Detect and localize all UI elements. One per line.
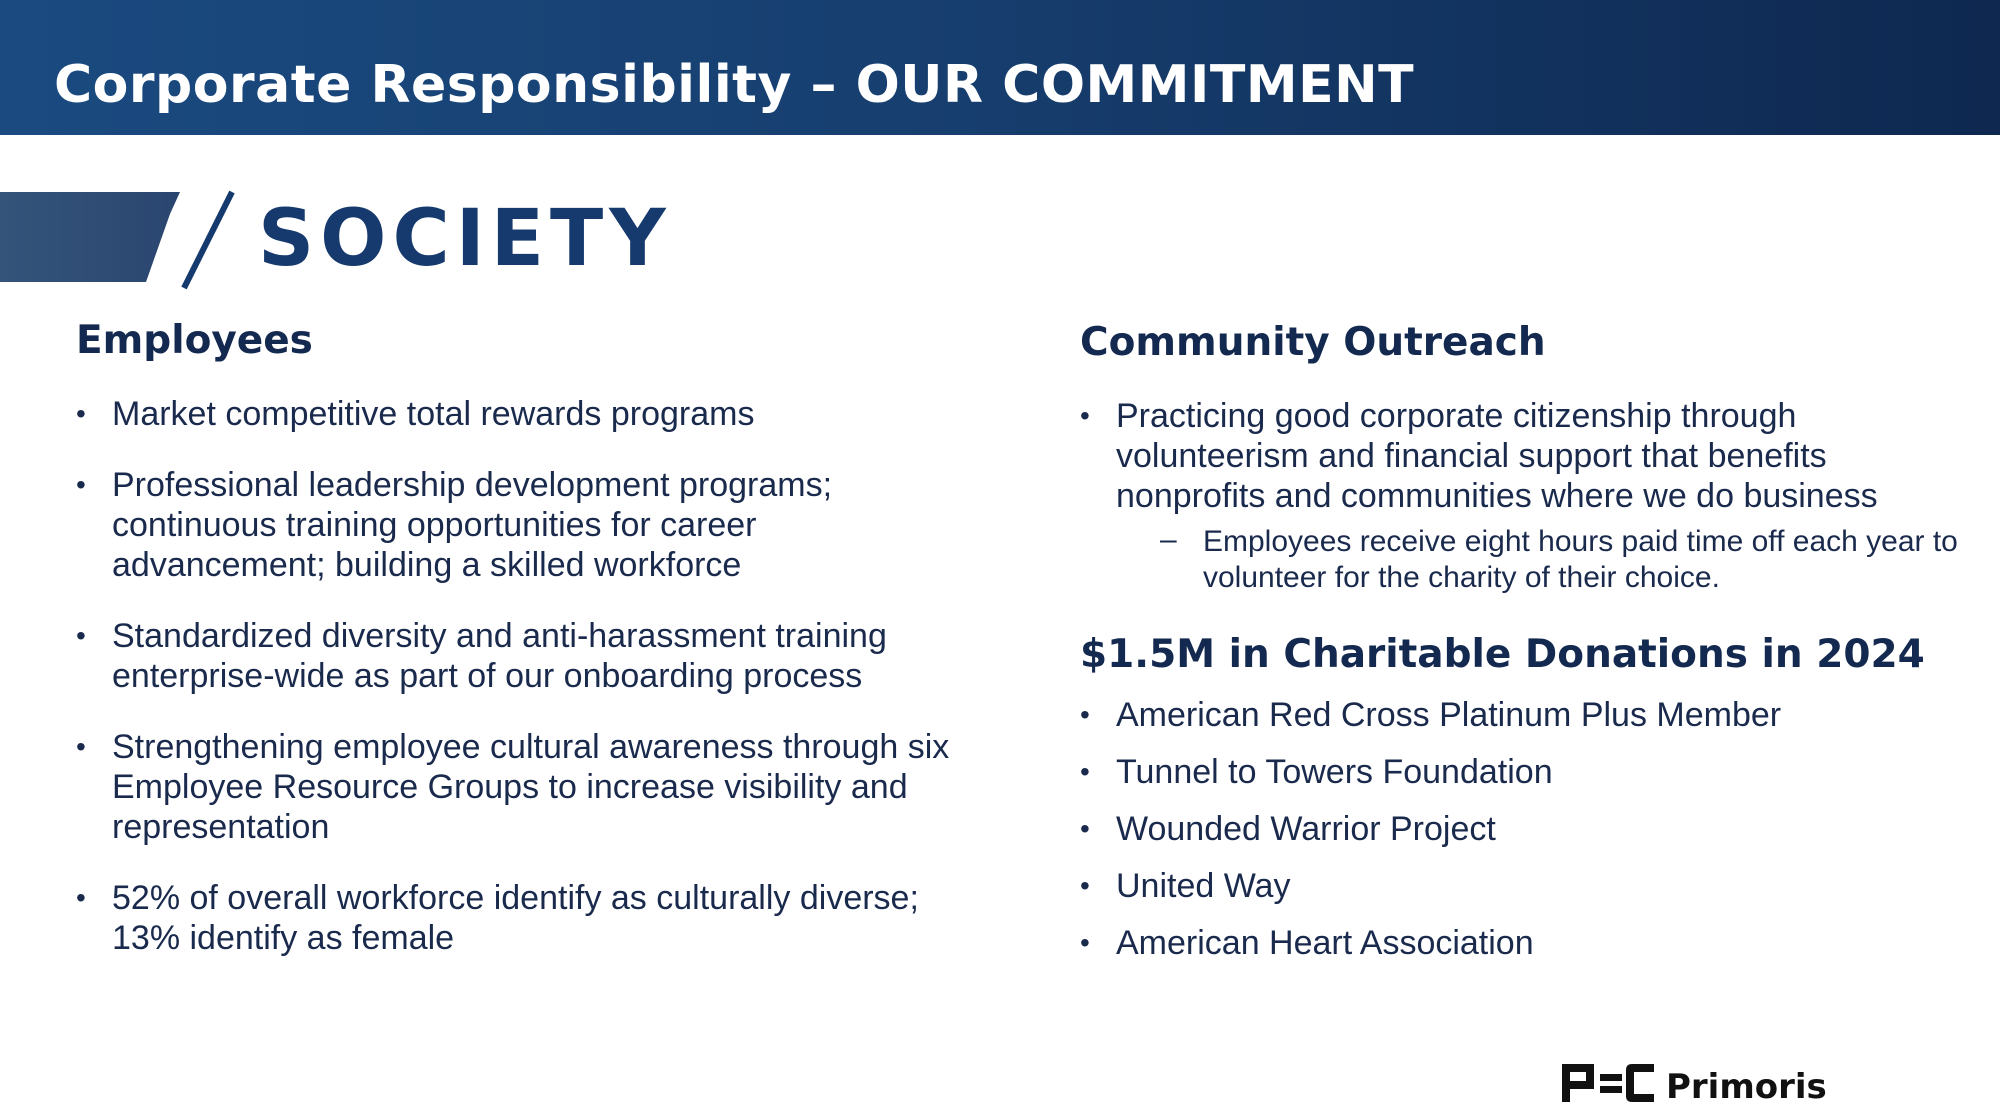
employees-heading: Employees	[76, 318, 313, 363]
bullet-icon: •	[1080, 699, 1090, 730]
list-item: • Strengthening employee cultural awareness through six Employee Resource Groups to increase visibility and representation	[76, 728, 950, 846]
bullet-icon: •	[76, 620, 86, 651]
community-sub-item: – Employees receive eight hours paid time off each year to volunteer for the charity of their choice.	[1160, 523, 1958, 594]
employees-column	[76, 318, 956, 958]
bullet-icon: •	[76, 882, 86, 913]
bullet-icon: •	[1080, 400, 1090, 431]
list-item: • Practicing good corporate citizenship through volunteerism and financial support that benefits nonprofits and communities where we do business	[1080, 397, 1878, 515]
list-item: • 52% of overall workforce identify as culturally diverse; 13% identify as female	[76, 879, 919, 957]
list-item: • Wounded Warrior Project	[1080, 810, 1496, 848]
community-column	[1080, 318, 1960, 963]
dash-icon: –	[1160, 523, 1177, 556]
bullet-icon: •	[76, 731, 86, 762]
list-item: • Market competitive total rewards programs	[76, 395, 755, 433]
list-item: • Standardized diversity and anti-harassment training enterprise-wide as part of our onboarding process	[76, 617, 887, 695]
community-heading: Community Outreach	[1080, 320, 1546, 365]
list-item: • Tunnel to Towers Foundation	[1080, 753, 1553, 791]
section-title: SOCIETY	[258, 194, 672, 284]
bullet-icon: •	[76, 398, 86, 429]
list-item: • American Red Cross Platinum Plus Member	[1080, 696, 1782, 734]
employees-list	[76, 394, 956, 958]
logo-name: Primoris	[1666, 1067, 1827, 1107]
list-item: • American Heart Association	[1080, 924, 1534, 962]
bullet-icon: •	[76, 469, 86, 500]
list-item: • United Way	[1080, 867, 1291, 905]
header-bar	[0, 0, 2000, 135]
bullet-icon: •	[1080, 756, 1090, 787]
bullet-icon: •	[1080, 927, 1090, 958]
page-title: Corporate Responsibility – OUR COMMITMENT	[54, 55, 1415, 115]
donations-heading: $1.5M in Charitable Donations in 2024	[1080, 632, 1925, 677]
donations-list	[1080, 695, 1960, 963]
primoris-logo	[1562, 1060, 1922, 1110]
community-list	[1080, 396, 1960, 516]
bullet-icon: •	[1080, 813, 1090, 844]
bullet-icon: •	[1080, 870, 1090, 901]
list-item: • Professional leadership development programs; continuous training opportunities for career advancement; building a skilled workforce	[76, 466, 833, 584]
section-accent-band	[0, 190, 240, 290]
